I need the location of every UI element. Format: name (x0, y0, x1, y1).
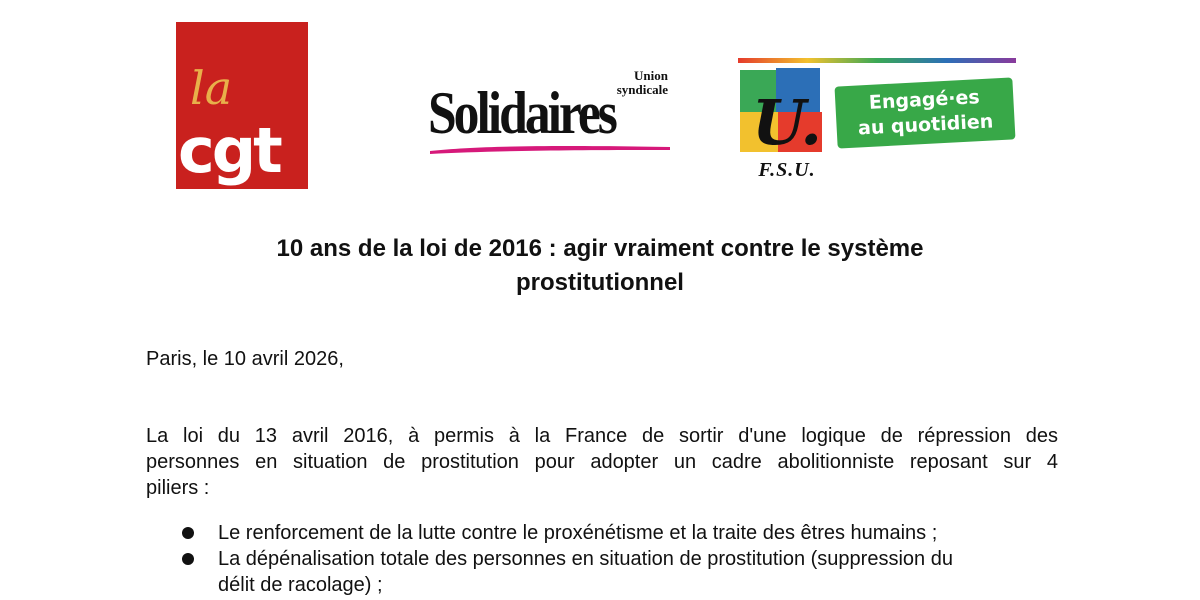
list-item (146, 546, 1058, 598)
document-title (120, 232, 1080, 300)
intro-line1: La loi du 13 avril 2016, à permis à la France de sortir d'une logique de répression des (146, 425, 1058, 447)
fsu-letter: U. (752, 86, 822, 158)
title-line2: prostitutionnel (516, 269, 684, 296)
intro-line2: personnes en situation de prostitution pour adopter un cadre abolitionniste reposant sur 4 (146, 451, 1058, 473)
pillar-2-line1: La dépénalisation totale des personnes en situation de prostitution (suppression du (218, 548, 953, 570)
bullet-icon (182, 553, 194, 565)
cgt-logo-graphic (176, 22, 308, 189)
solidaires-union-line1: Union (634, 68, 668, 83)
list-item (146, 520, 1058, 546)
intro-paragraph (146, 423, 1058, 501)
pillar-1-line1: Le renforcement de la lutte contre le proxénétisme et la traite des êtres humains ; (218, 522, 938, 544)
list-item-text (218, 546, 1058, 598)
fsu-slogan-line2: au quotidien (857, 110, 994, 140)
bullet-icon (182, 527, 194, 539)
cgt-script-text: la (190, 61, 233, 115)
pillar-2-line2: délit de racolage) ; (218, 574, 383, 596)
list-item-text (218, 520, 1058, 546)
solidaires-union-label (617, 69, 668, 97)
title-line1: 10 ans de la loi de 2016 : agir vraiment contre le système (276, 235, 924, 262)
solidaires-wordmark: Solidaires (428, 80, 615, 146)
intro-line3: piliers : (146, 477, 210, 499)
fsu-slogan-badge (834, 77, 1015, 148)
fsu-logo (738, 58, 1020, 186)
fsu-acronym: F.S.U. (758, 159, 816, 181)
solidaires-logo (428, 66, 674, 158)
dateline: Paris, le 10 avril 2026, (146, 348, 344, 370)
solidaires-union-line2: syndicale (616, 82, 668, 97)
fsu-slogan-line1: Engagé·es (868, 86, 981, 114)
solidaires-underline (428, 142, 672, 156)
pillars-list (146, 520, 1058, 598)
cgt-logo (176, 22, 308, 189)
cgt-main-text: cgt (178, 114, 280, 187)
